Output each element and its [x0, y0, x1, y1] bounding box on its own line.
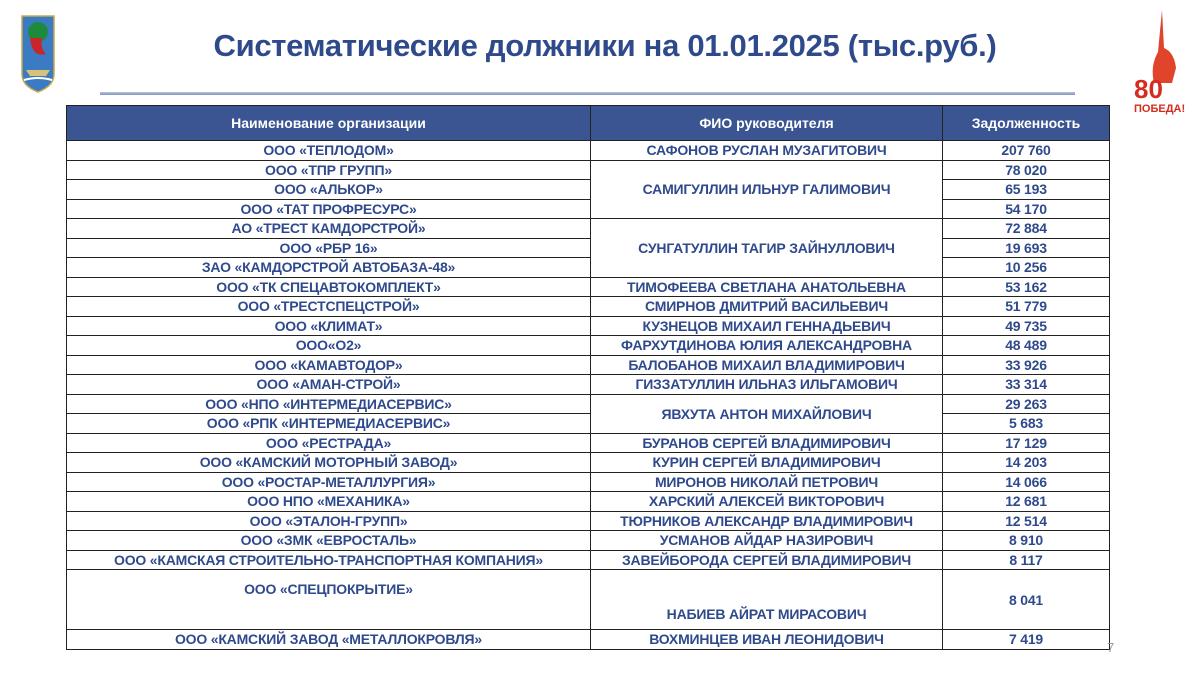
- manager-cell: БАЛОБАНОВ МИХАИЛ ВЛАДИМИРОВИЧ: [591, 355, 943, 375]
- debt-cell: 14 203: [943, 453, 1110, 473]
- table-row: [67, 160, 1110, 180]
- table-body: [67, 141, 1110, 650]
- manager-cell: САМИГУЛЛИН ИЛЬНУР ГАЛИМОВИЧ: [591, 160, 943, 219]
- table-header-row: [67, 106, 1110, 141]
- organization-cell: ООО «КАМСКИЙ МОТОРНЫЙ ЗАВОД»: [67, 453, 591, 473]
- organization-cell: ООО «КЛИМАТ»: [67, 316, 591, 336]
- organization-cell: ООО «КАМСКАЯ СТРОИТЕЛЬНО-ТРАНСПОРТНАЯ КОМПАНИЯ»: [67, 550, 591, 570]
- organization-cell: ООО «РЕСТРАДА»: [67, 433, 591, 453]
- organization-cell: ЗАО «КАМДОРСТРОЙ АВТОБАЗА-48»: [67, 258, 591, 278]
- organization-cell: ООО «ТК СПЕЦАВТОКОМПЛЕКТ»: [67, 277, 591, 297]
- debt-cell: 54 170: [943, 199, 1110, 219]
- table-row: [67, 492, 1110, 512]
- manager-cell: СМИРНОВ ДМИТРИЙ ВАСИЛЬЕВИЧ: [591, 297, 943, 317]
- table-row: [67, 199, 1110, 219]
- debt-cell: 33 926: [943, 355, 1110, 375]
- manager-cell: НАБИЕВ АЙРАТ МИРАСОВИЧ: [591, 570, 943, 630]
- organization-cell: ООО НПО «МЕХАНИКА»: [67, 492, 591, 512]
- table-row: [67, 433, 1110, 453]
- header-organization: Наименование организации: [67, 106, 591, 141]
- organization-cell: ООО «РБР 16»: [67, 238, 591, 258]
- manager-cell: ХАРСКИЙ АЛЕКСЕЙ ВИКТОРОВИЧ: [591, 492, 943, 512]
- manager-cell: ВОХМИНЦЕВ ИВАН ЛЕОНИДОВИЧ: [591, 630, 943, 650]
- manager-cell: УСМАНОВ АЙДАР НАЗИРОВИЧ: [591, 531, 943, 551]
- debt-cell: 78 020: [943, 160, 1110, 180]
- table-row: [67, 141, 1110, 161]
- organization-cell: ООО «ТРЕСТСПЕЦСТРОЙ»: [67, 297, 591, 317]
- manager-cell: СУНГАТУЛЛИН ТАГИР ЗАЙНУЛЛОВИЧ: [591, 219, 943, 278]
- debt-cell: 12 681: [943, 492, 1110, 512]
- organization-cell: ООО «РОСТАР-МЕТАЛЛУРГИЯ»: [67, 472, 591, 492]
- table-row: [67, 414, 1110, 434]
- organization-cell: АО «ТРЕСТ КАМДОРСТРОЙ»: [67, 219, 591, 239]
- debt-cell: 207 760: [943, 141, 1110, 161]
- title-divider: [100, 92, 1075, 95]
- organization-cell: ООО «ЗМК «ЕВРОСТАЛЬ»: [67, 531, 591, 551]
- organization-cell: ООО «ТПР ГРУПП»: [67, 160, 591, 180]
- debt-cell: 8 910: [943, 531, 1110, 551]
- table-row: [67, 531, 1110, 551]
- victory-text: ПОБЕДА!: [1134, 103, 1186, 115]
- table-row: [67, 238, 1110, 258]
- table-row: [67, 472, 1110, 492]
- manager-cell: САФОНОВ РУСЛАН МУЗАГИТОВИЧ: [591, 141, 943, 161]
- manager-cell: ЗАВЕЙБОРОДА СЕРГЕЙ ВЛАДИМИРОВИЧ: [591, 550, 943, 570]
- table-row: [67, 219, 1110, 239]
- manager-cell: ТИМОФЕЕВА СВЕТЛАНА АНАТОЛЬЕВНА: [591, 277, 943, 297]
- city-coat-of-arms-logo: [20, 14, 56, 94]
- debt-cell: 10 256: [943, 258, 1110, 278]
- debt-cell: 8 117: [943, 550, 1110, 570]
- table-row: [67, 355, 1110, 375]
- table-row: [67, 630, 1110, 650]
- debt-cell: 49 735: [943, 316, 1110, 336]
- debt-cell: 17 129: [943, 433, 1110, 453]
- header-debt: Задолженность: [943, 106, 1110, 141]
- debt-cell: 48 489: [943, 336, 1110, 356]
- debtors-table: [66, 105, 1110, 650]
- table-row: [67, 453, 1110, 473]
- organization-cell: ООО «ЭТАЛОН-ГРУПП»: [67, 511, 591, 531]
- debt-cell: 33 314: [943, 375, 1110, 395]
- debt-cell: 7 419: [943, 630, 1110, 650]
- manager-cell: МИРОНОВ НИКОЛАЙ ПЕТРОВИЧ: [591, 472, 943, 492]
- table-row: [67, 277, 1110, 297]
- organization-cell: ООО «ТЕПЛОДОМ»: [67, 141, 591, 161]
- organization-cell: ООО «РПК «ИНТЕРМЕДИАСЕРВИС»: [67, 414, 591, 434]
- table-row: [67, 336, 1110, 356]
- page-title: Систематические должники на 01.01.2025 (тыс.руб.): [213, 28, 997, 63]
- table-row: [67, 570, 1110, 630]
- victory-80-logo: [1132, 8, 1192, 118]
- table-row: [67, 316, 1110, 336]
- debt-cell: 65 193: [943, 180, 1110, 200]
- debt-cell: 51 779: [943, 297, 1110, 317]
- organization-cell: ООО «АМАН-СТРОЙ»: [67, 375, 591, 395]
- debt-cell: 72 884: [943, 219, 1110, 239]
- manager-cell: ТЮРНИКОВ АЛЕКСАНДР ВЛАДИМИРОВИЧ: [591, 511, 943, 531]
- header-manager: ФИО руководителя: [591, 106, 943, 141]
- organization-cell: ООО «АЛЬКОР»: [67, 180, 591, 200]
- debt-cell: 29 263: [943, 394, 1110, 414]
- manager-cell: БУРАНОВ СЕРГЕЙ ВЛАДИМИРОВИЧ: [591, 433, 943, 453]
- table-row: [67, 258, 1110, 278]
- organization-cell: ООО «ТАТ ПРОФРЕСУРС»: [67, 199, 591, 219]
- table-row: [67, 180, 1110, 200]
- manager-cell: КУРИН СЕРГЕЙ ВЛАДИМИРОВИЧ: [591, 453, 943, 473]
- manager-cell: КУЗНЕЦОВ МИХАИЛ ГЕННАДЬЕВИЧ: [591, 316, 943, 336]
- debt-cell: 8 041: [943, 570, 1110, 630]
- debt-cell: 12 514: [943, 511, 1110, 531]
- debt-cell: 14 066: [943, 472, 1110, 492]
- organization-cell: ООО «СПЕЦПОКРЫТИЕ»: [67, 570, 591, 630]
- victory-number: 80: [1134, 74, 1163, 104]
- organization-cell: ООО «НПО «ИНТЕРМЕДИАСЕРВИС»: [67, 394, 591, 414]
- table-row: [67, 511, 1110, 531]
- table-row: [67, 394, 1110, 414]
- manager-cell: ФАРХУТДИНОВА ЮЛИЯ АЛЕКСАНДРОВНА: [591, 336, 943, 356]
- debt-cell: 5 683: [943, 414, 1110, 434]
- table-row: [67, 550, 1110, 570]
- manager-cell: ЯВХУТА АНТОН МИХАЙЛОВИЧ: [591, 394, 943, 433]
- debt-cell: 19 693: [943, 238, 1110, 258]
- debt-cell: 53 162: [943, 277, 1110, 297]
- organization-cell: ООО «КАМАВТОДОР»: [67, 355, 591, 375]
- manager-cell: ГИЗЗАТУЛЛИН ИЛЬНАЗ ИЛЬГАМОВИЧ: [591, 375, 943, 395]
- page-number: 7: [1107, 640, 1115, 655]
- table-row: [67, 375, 1110, 395]
- organization-cell: ООО«О2»: [67, 336, 591, 356]
- organization-cell: ООО «КАМСКИЙ ЗАВОД «МЕТАЛЛОКРОВЛЯ»: [67, 630, 591, 650]
- table-row: [67, 297, 1110, 317]
